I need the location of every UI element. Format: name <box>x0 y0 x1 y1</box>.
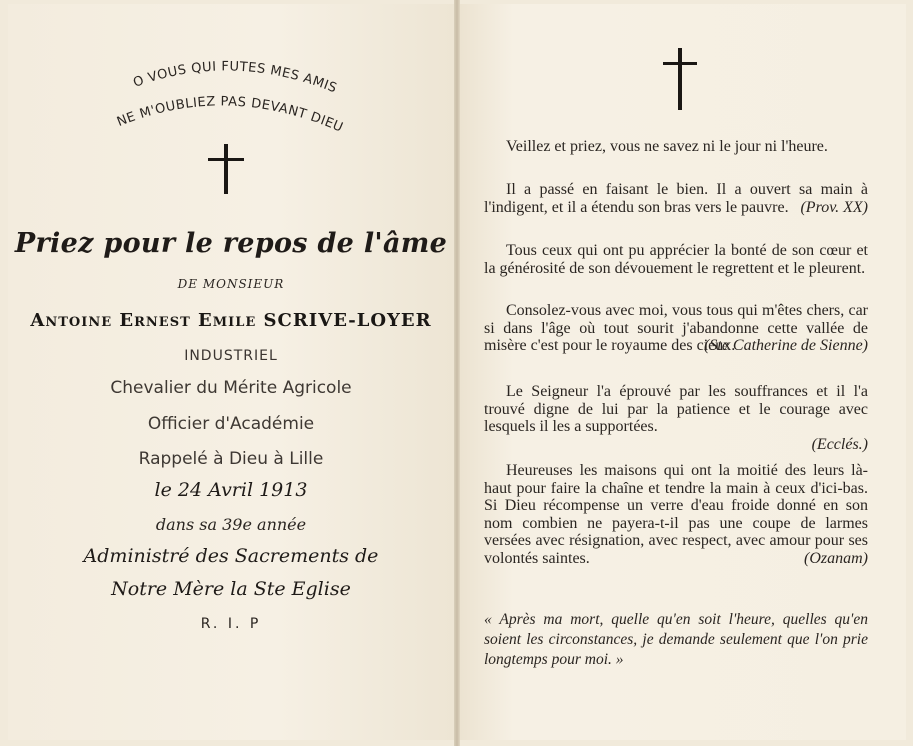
paragraph: Consolez-vous avec moi, vous tous qui m'êtes chers, car si dans l'âge où tout sourit j'abandonne cette vallée de misère c'est pour le royaume des cieux. (Ste Catherine de Sienne) <box>484 302 868 354</box>
arc-inscription <box>90 52 370 147</box>
death-date: le 24 Avril 1913 <box>154 479 308 501</box>
paragraph: Il a passé en faisant le bien. Il a ouvert sa main à l'indigent, et il a étendu son bras vers le pauvre. (Prov. XX) <box>484 181 868 216</box>
deceased-name: Antoine Ernest Emile SCRIVE-LOYER <box>30 310 432 331</box>
cross-icon <box>663 48 697 110</box>
arc-bottom-text: NE M'OUBLIEZ PAS DEVANT DIEU <box>114 94 346 136</box>
honor-academie: Officier d'Académie <box>147 414 315 434</box>
reference: (Ozanam) <box>804 549 868 567</box>
honor-agricole: Chevalier du Mérite Agricole <box>110 378 352 398</box>
profession: INDUSTRIEL <box>184 348 278 364</box>
cross-icon <box>208 144 244 194</box>
arc-top-text: O VOUS QUI FUTES MES AMIS <box>131 59 340 97</box>
sacraments-line-2: Notre Mère la Ste Eglise <box>111 578 351 600</box>
recalled-to-god: Rappelé à Dieu à Lille <box>138 449 324 469</box>
paragraph: Heureuses les maisons qui ont la moitié des leurs là-haut pour faire la chaîne et tendre la main à ceux d'ici-bas. Si Dieu récompense un verre d'eau froide donné en son nom combien ne payera-t-il pas une coupe de larmes versées avec résignation, avec respect, avec amour pour ses volontés saintes. (Ozanam) <box>484 462 868 567</box>
paragraph: Veillez et priez, vous ne savez ni le jour ni l'heure. <box>506 138 828 155</box>
closing-quote: « Après ma mort, quelle qu'en soit l'heure, quelles qu'en soient les circonstances, je demande seulement que l'on prie longtemps pour moi. » <box>484 611 868 668</box>
reference: (Ecclés.) <box>811 435 868 453</box>
paragraph: Tous ceux qui ont pu apprécier la bonté de son cœur et la générosité de son dévouement le regrettent et le pleurent. <box>484 242 868 277</box>
paragraph: Le Seigneur l'a éprouvé par les souffrances et il l'a trouvé digne de lui par la patience et le courage avec lesquels il les a supportées. (Ecclés.) <box>484 383 868 453</box>
pray-title: Priez pour le repos de l'âme <box>14 228 448 259</box>
sacraments-line-1: Administré des Sacrements de <box>83 545 379 567</box>
age-line: dans sa 39e année <box>155 515 307 534</box>
reference: (Prov. XX) <box>800 198 868 216</box>
de-monsieur: DE MONSIEUR <box>177 277 285 291</box>
reference: (Ste Catherine de Sienne) <box>704 337 868 354</box>
rip: R. I. P <box>200 616 262 632</box>
